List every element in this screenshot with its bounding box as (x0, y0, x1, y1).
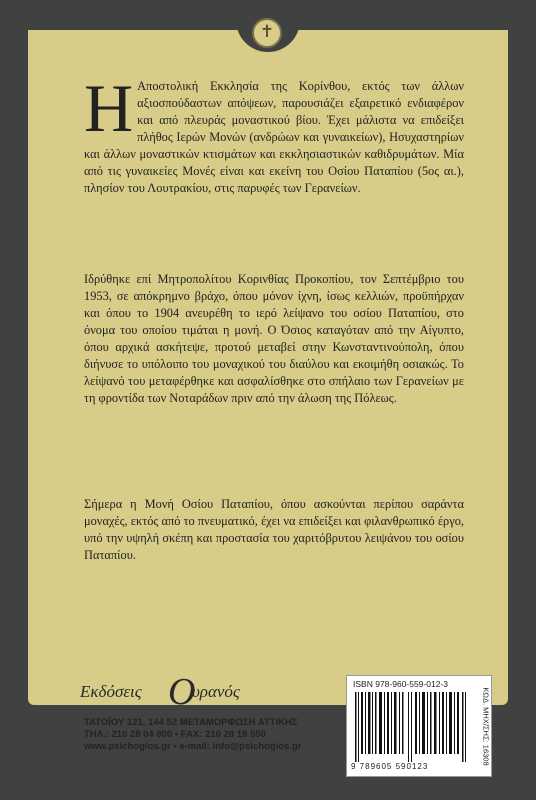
cross-medallion-icon: ✝ (252, 18, 282, 48)
isbn-box (346, 675, 492, 777)
barcode (353, 692, 471, 762)
paragraph-1 (84, 70, 464, 197)
logo-suffix: υρανός (192, 682, 240, 701)
machine-code-text: ΚΩΔ. ΜΗΧ/ΣΗΣ: 16308 (481, 687, 491, 766)
paragraph-3: Σήμερα η Μονή Οσίου Παταπίου, όπου ασκούνται περίπου σαράντα μοναχές, εκτός από το πνευματικό, έχει να επιδείξει και φιλανθρωπικό έργο, υπό την υψηλή σκέπη και προστασία του χαριτόβρυτου λειψάνου του οσίου Παταπίου. (84, 497, 464, 562)
publisher-phone-fax: ΤΗΛ.: 210 28 04 800 • FAX: 210 28 19 550 (84, 729, 266, 740)
machine-code (477, 682, 489, 772)
publisher-logo (80, 671, 280, 713)
barcode-digits: 9 789605 590123 (351, 762, 429, 771)
isbn-label: ISBN 978-960-559-012-3 (353, 679, 448, 689)
publisher-address: ΤΑΤΟΪΟΥ 121, 144 52 ΜΕΤΑΜΟΡΦΩΣΗ ΑΤΤΙΚΗΣ (84, 717, 298, 728)
paragraph-1-text: Αποστολική Εκκλησία της Κορίνθου, εκτός των άλλων αξιοσπούδαστων απόψεων, παρουσιάζει εξαιρετικό ενδιαφέρον και από πλευράς μοναστικού βίου. Έχει μάλιστα να επιδείξει πλήθος Ιερών Μονών (ανδρώων και γυναικείων), Ησυχαστηρίων και άλλων μοναστικών κτισμάτων και εκκλησιαστικών καθιδρυμάτων. Μία από τις γυναικείες Μονές είναι και εκείνη του Οσίου Παταπίου (5ος αι.), πλησίον του Λουτρακίου, στις παρυφές των Γερανείων. (84, 79, 464, 195)
logo-initial: Ο (168, 671, 196, 713)
publisher-web-email: www.psichogios.gr • e-mail: info@psichogios.gr (84, 741, 302, 752)
drop-cap: Η (84, 70, 134, 146)
paragraph-2: Ιδρύθηκε επί Μητροπολίτου Κορινθίας Προκοπίου, τον Σεπτέμβριο του 1953, σε απόκρημνο βράχο, όπου μόνον ίχνη, ίσως κελλιών, προϋπήρχαν και όπου το 1904 ανευρέθη το ιερό λείψανο του οσίου Παταπίου, στο όνομα του οποίου τιμάται η μονή. Ο Όσιος καταγόταν από την Αίγυπτο, όπου αρχικά ασκήτεψε, προτού μεταβεί στην Κωνσταντινούπολη, όπου διήνυσε το υπόλοιπο του μοναχικού του διαύλου και εκοιμήθη οσιακώς. Το λείψανό του μεταφέρθηκε και ασφαλίσθηκε στο σπήλαιο των Γερανείων με τη φροντίδα των Νοταράδων πριν από την άλωση της Πόλεως. (84, 272, 464, 405)
logo-prefix: Εκδόσεις (80, 682, 142, 701)
